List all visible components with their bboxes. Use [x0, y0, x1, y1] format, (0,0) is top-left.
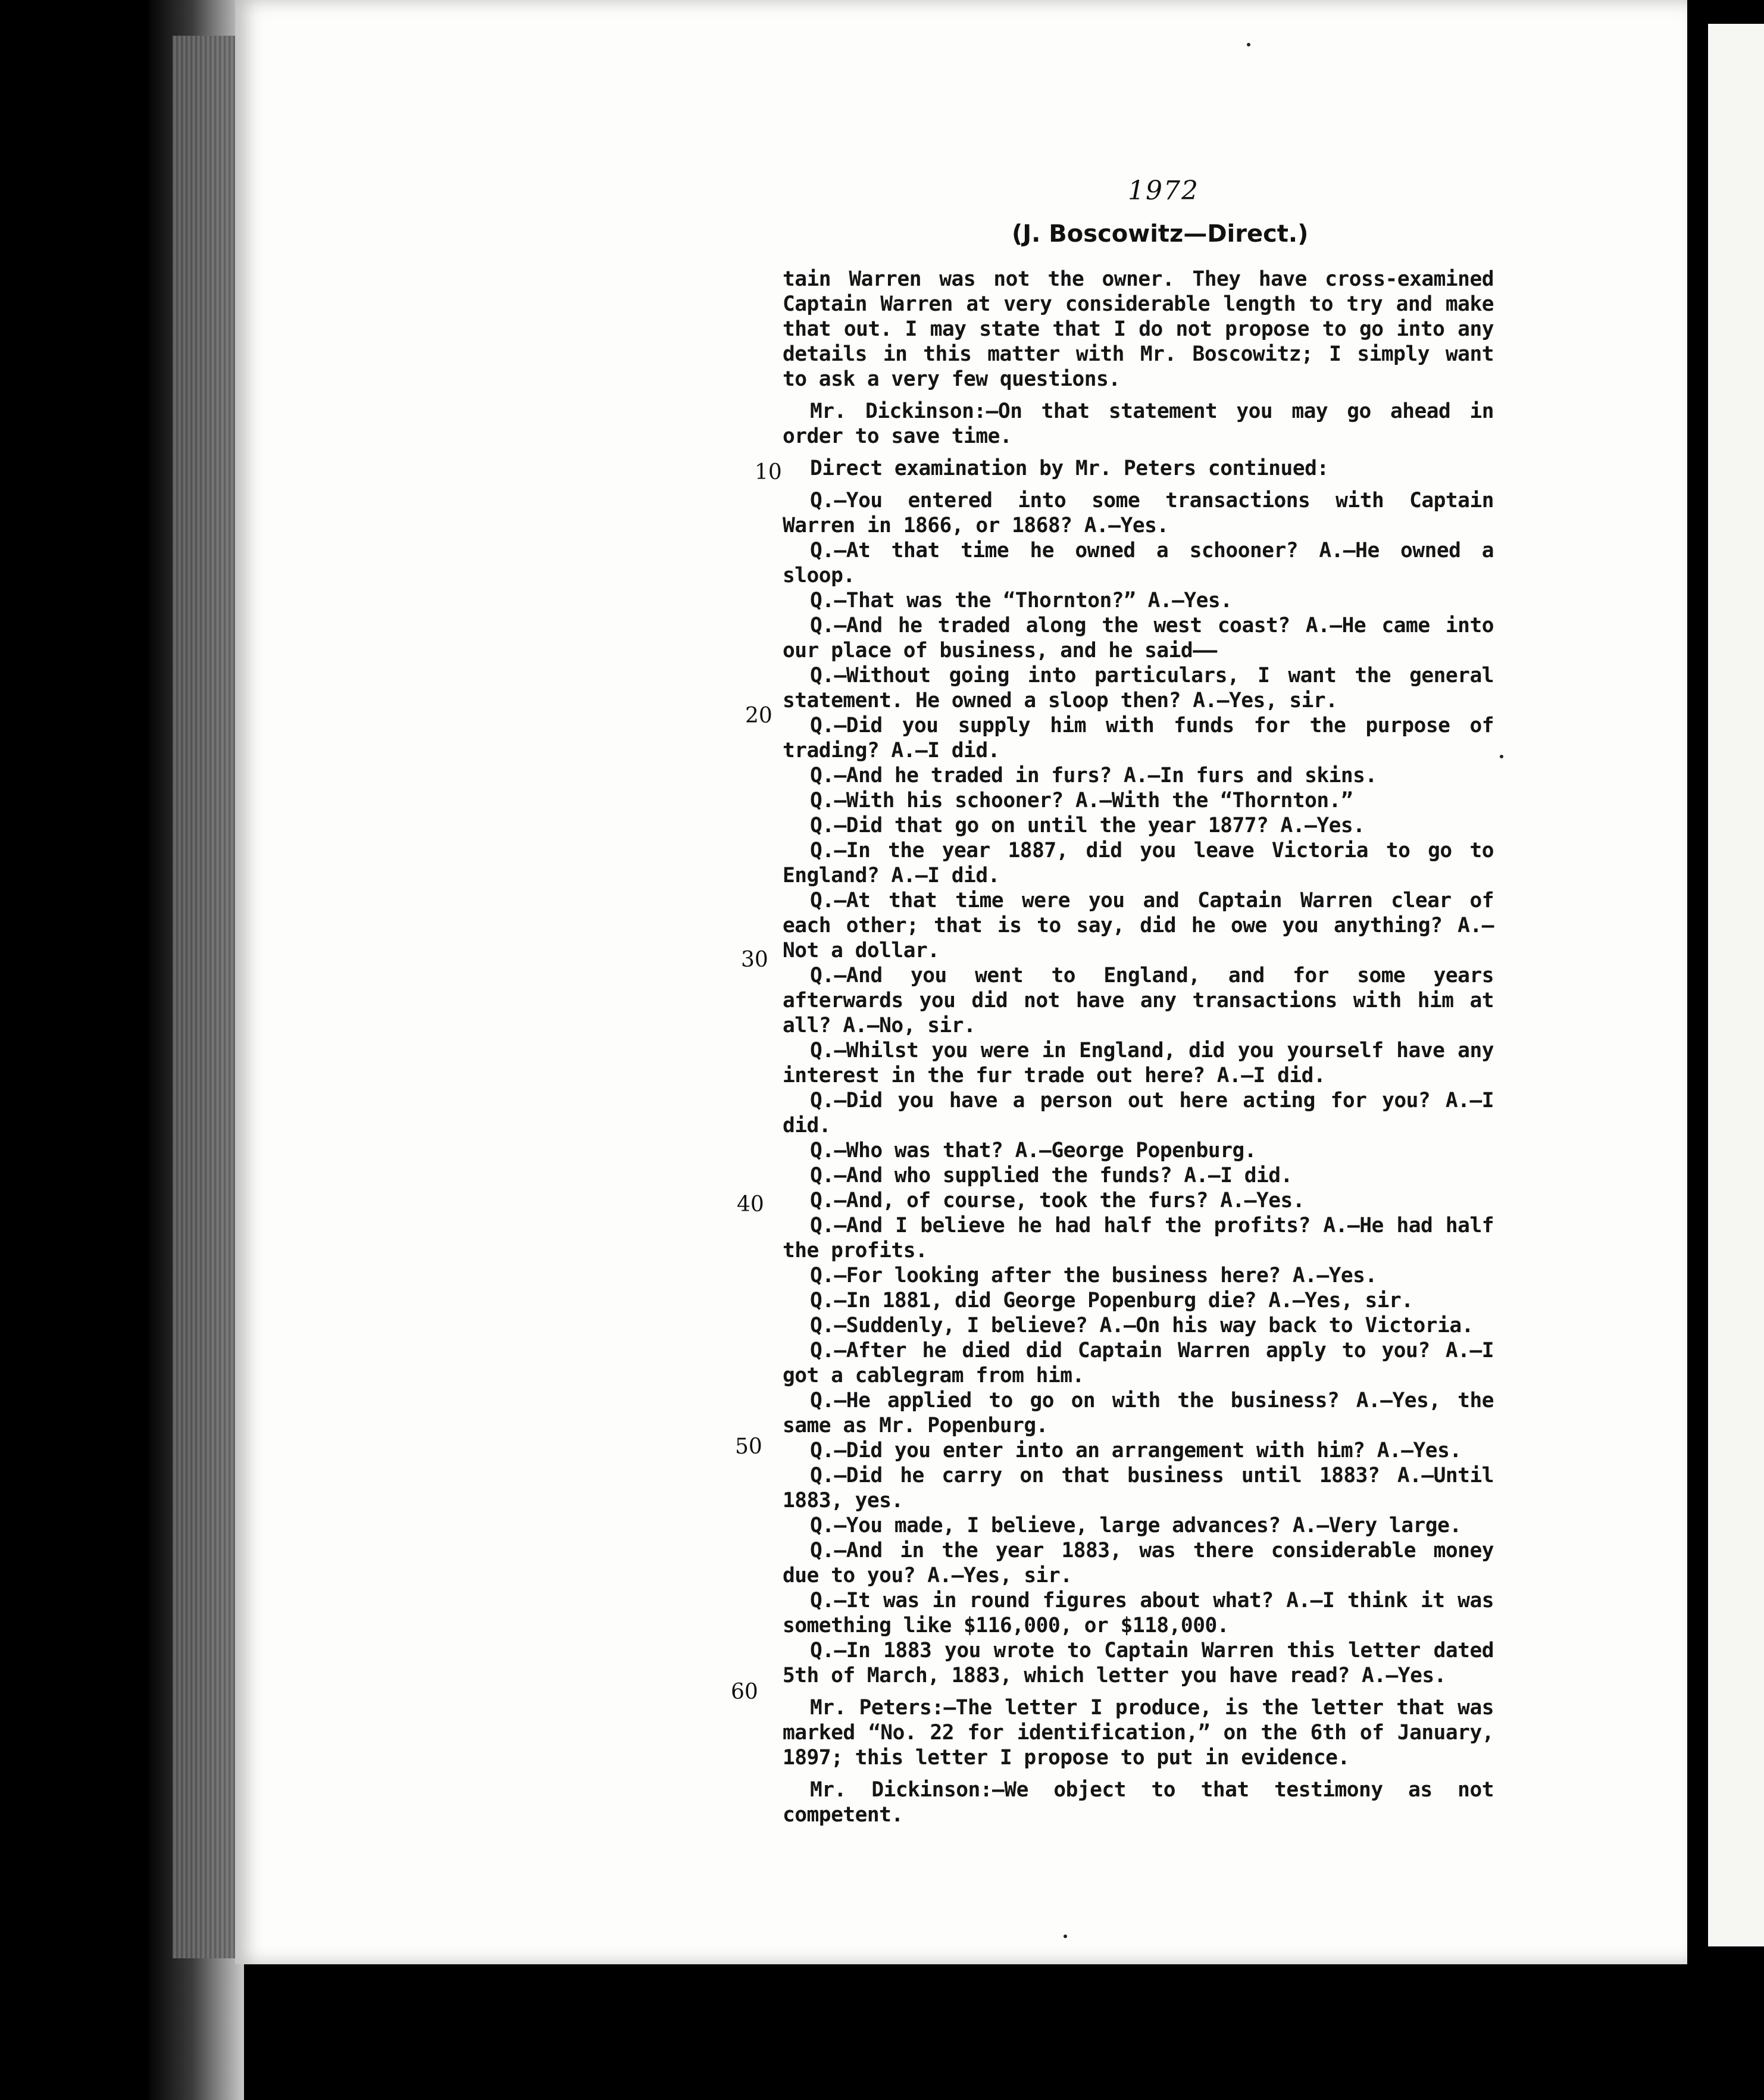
qa-entry: Q.—In 1883 you wrote to Captain Warren this letter dated 5th of March, 1883, which letter you have read? A.—Yes.	[783, 1639, 1494, 1688]
qa-entry: Q.—Did you have a person out here acting for you? A.—I did.	[783, 1089, 1494, 1138]
qa-entry: Q.—For looking after the business here? A.—Yes.	[810, 1264, 1377, 1288]
page-edges	[173, 36, 244, 1958]
qa-entry: Q.—And I believe he had half the profits? A.—He had half the profits.	[783, 1214, 1494, 1262]
section-heading: Direct examination by Mr. Peters continued:	[810, 457, 1329, 480]
qa-entry: Q.—In the year 1887, did you leave Victoria to go to England? A.—I did.	[783, 839, 1494, 888]
transcript-body	[783, 267, 1494, 1827]
qa-entry: Q.—In 1881, did George Popenburg die? A.—Yes, sir.	[810, 1289, 1413, 1312]
print-speck	[1500, 755, 1503, 758]
qa-entry: Q.—After he died did Captain Warren apply to you? A.—I got a cablegram from him.	[783, 1339, 1494, 1388]
qa-entry: Q.—And who supplied the funds? A.—I did.	[810, 1164, 1293, 1188]
print-speck	[1064, 1935, 1067, 1938]
qa-entry: Q.—And you went to England, and for some years afterwards you did not have any transactions with him at all? A.—No, sir.	[783, 964, 1494, 1038]
qa-entry: Q.—Without going into particulars, I want the general statement. He owned a sloop then? A.—Yes, sir.	[783, 664, 1494, 712]
qa-entry: Q.—With his schooner? A.—With the “Thornton.”	[810, 789, 1353, 812]
qa-entry: Q.—And in the year 1883, was there considerable money due to you? A.—Yes, sir.	[783, 1539, 1494, 1588]
qa-entry: Q.—At that time were you and Captain Warren clear of each other; that is to say, did he owe you anything? A.—Not a dollar.	[783, 889, 1494, 962]
qa-entry: Q.—That was the “Thornton?” A.—Yes.	[810, 589, 1233, 612]
qa-entry: Q.—And he traded along the west coast? A.—He came into our place of business, and he said——	[783, 614, 1494, 662]
line-number: 10	[755, 460, 782, 485]
qa-entry: Q.—Did you enter into an arrangement with him? A.—Yes.	[810, 1439, 1462, 1462]
qa-entry: Q.—Suddenly, I believe? A.—On his way back to Victoria.	[810, 1314, 1474, 1338]
paragraph: Mr. Dickinson:—On that statement you may go ahead in order to save time.	[783, 399, 1494, 448]
page-number: 1972	[1128, 176, 1199, 206]
qa-entry: Q.—And, of course, took the furs? A.—Yes.	[810, 1189, 1305, 1212]
line-number: 40	[737, 1192, 764, 1217]
qa-entry: Q.—You entered into some transactions with Captain Warren in 1866, or 1868? A.—Yes.	[783, 489, 1494, 538]
print-speck	[1247, 43, 1250, 46]
qa-entry: Q.—And he traded in furs? A.—In furs and skins.	[810, 764, 1377, 788]
paragraph: Mr. Peters:—The letter I produce, is the letter that was marked “No. 22 for identification,” on the 6th of January, 1897; this letter I propose to put in evidence.	[783, 1696, 1494, 1770]
qa-entry: Q.—Whilst you were in England, did you yourself have any interest in the fur trade out here? A.—I did.	[783, 1039, 1494, 1088]
qa-entry: Q.—Did you supply him with funds for the purpose of trading? A.—I did.	[783, 714, 1494, 762]
line-number: 60	[731, 1680, 758, 1704]
qa-entry: Q.—He applied to go on with the business? A.—Yes, the same as Mr. Popenburg.	[783, 1389, 1494, 1438]
qa-entry: Q.—Who was that? A.—George Popenburg.	[810, 1139, 1257, 1162]
running-head: (J. Boscowitz—Direct.)	[1012, 220, 1309, 248]
qa-entry: Q.—Did he carry on that business until 1883? A.—Until 1883, yes.	[783, 1464, 1494, 1512]
qa-entry: Q.—You made, I believe, large advances? A.—Very large.	[810, 1514, 1462, 1538]
paragraph: tain Warren was not the owner. They have cross-examined Captain Warren at very considerable length to try and make that out. I may state that I do not propose to go into any details in this matter with Mr. Boscowitz; I simply want to ask a very few questions.	[783, 267, 1494, 391]
line-number: 50	[735, 1435, 762, 1459]
qa-entry: Q.—Did that go on until the year 1877? A.—Yes.	[810, 814, 1365, 838]
paragraph: Mr. Dickinson:—We object to that testimony as not competent.	[783, 1778, 1494, 1827]
line-number: 30	[741, 948, 768, 972]
qa-entry: Q.—At that time he owned a schooner? A.—He owned a sloop.	[783, 539, 1494, 588]
line-number: 20	[745, 704, 772, 728]
qa-entry: Q.—It was in round figures about what? A.—I think it was something like $116,000, or $118,000.	[783, 1589, 1494, 1638]
facing-page-edge	[1708, 24, 1764, 1946]
